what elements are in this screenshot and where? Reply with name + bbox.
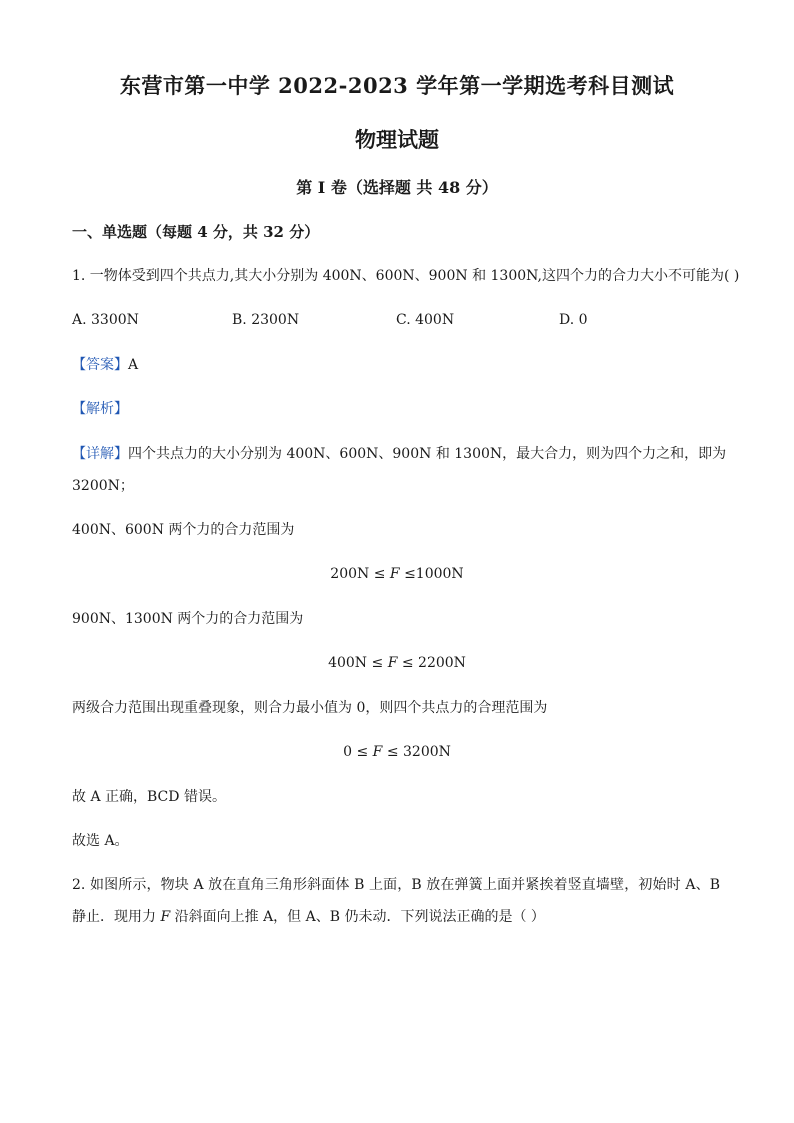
conclusion-1: 故 A 正确，BCD 错误。 [72,789,226,805]
equation-1: 200N ≤ F ≤1000N [330,566,464,582]
answer-value: A [128,357,139,373]
equation-2: 400N ≤ F ≤ 2200N [328,655,466,671]
subject-title: 物理试题 [355,127,439,152]
q1-option-a: A. 3300N [72,312,139,328]
detail-line-2: 3200N； [72,478,134,494]
detail-text: 四个共点力的大小分别为 400N、600N、900N 和 1300N，最大合力，则为四个力之和，即为 [128,446,727,462]
equation-3: 0 ≤ F ≤ 3200N [343,744,451,760]
analysis-line [72,398,722,420]
analysis-tag: 【解析】 [72,401,128,417]
detail-line-1 [72,443,727,465]
q1-option-b: B. 2300N [232,312,300,328]
statement-3: 两级合力范围出现重叠现象，则合力最小值为 0，则四个共点力的合理范围为 [72,700,548,716]
volume-title: 第 I 卷（选择题 共 48 分） [296,178,498,197]
answer-tag: 【答案】 [72,357,128,373]
q1-option-d: D. 0 [559,312,588,328]
answer-line [72,354,722,376]
statement-1: 400N、600N 两个力的合力范围为 [72,522,295,538]
detail-tag: 【详解】 [72,446,128,462]
question-1-stem: 1. 一物体受到四个共点力,其大小分别为 400N、600N、900N 和 1300N,这四个力的合力大小不可能为( ) [72,268,740,284]
conclusion-2: 故选 A。 [72,833,129,849]
q1-option-c: C. 400N [396,312,455,328]
statement-2: 900N、1300N 两个力的合力范围为 [72,611,304,627]
question-2-stem: 2. 如图所示，物块 A 放在直角三角形斜面体 B 上面，B 放在弹簧上面并紧挨着竖直墙壁，初始时 A、B 静止．现用力 F 沿斜面向上推 A，但 A、B 仍未动．下列说法正确的是（ ） [72,877,720,925]
exam-title: 东营市第一中学 2022-2023 学年第一学期选考科目测试 [119,73,675,98]
section-heading: 一、单选题（每题 4 分，共 32 分） [72,223,320,241]
